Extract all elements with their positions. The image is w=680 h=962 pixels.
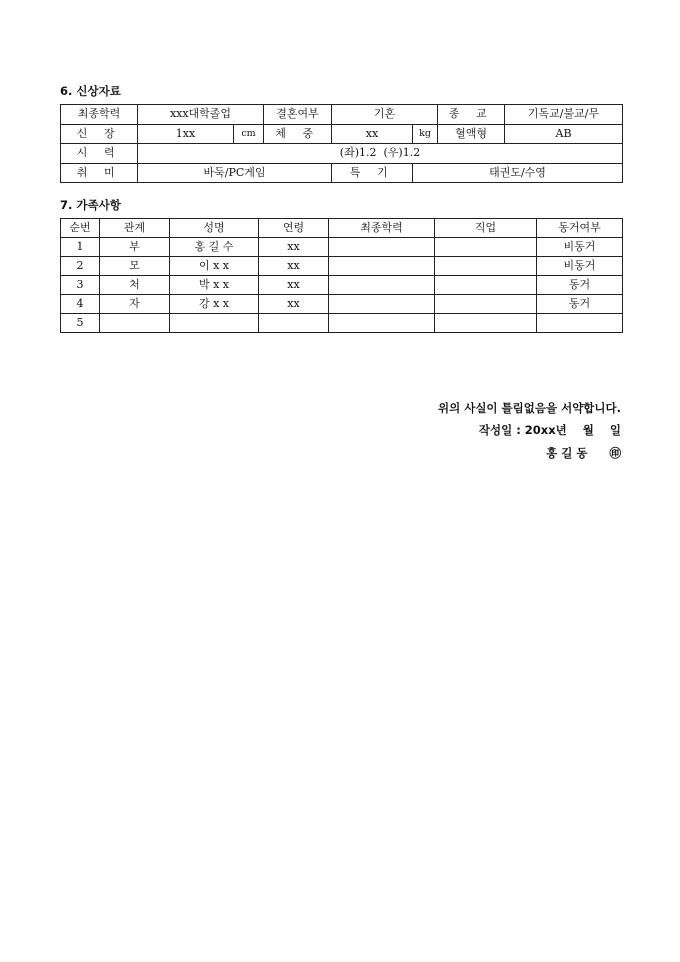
cell-age xyxy=(259,314,329,333)
cell-name: 강 x x xyxy=(170,295,259,314)
cell-name: 홍 길 수 xyxy=(170,238,259,257)
cell-education xyxy=(329,238,435,257)
personal-info-table xyxy=(60,104,623,183)
signature-statement: 위의 사실이 틀림없음을 서약합니다. xyxy=(437,401,621,415)
cell-age: xx xyxy=(259,276,329,295)
cell-education xyxy=(329,276,435,295)
table-row xyxy=(61,105,623,125)
cell-education xyxy=(329,314,435,333)
header-no: 순번 xyxy=(61,219,100,238)
cell-relation: 자 xyxy=(100,295,170,314)
signature-block xyxy=(546,445,621,461)
cell-relation: 부 xyxy=(100,238,170,257)
cell-relation: 처 xyxy=(100,276,170,295)
cell-age: xx xyxy=(259,238,329,257)
header-age: 연령 xyxy=(259,219,329,238)
table-row xyxy=(61,314,623,333)
cell-job xyxy=(435,314,537,333)
cell-relation xyxy=(100,314,170,333)
religion-value: 기독교/불교/무 xyxy=(505,105,623,125)
hobby-value: 바둑/PC게임 xyxy=(138,163,332,183)
signature-date: 작성일 : 20xx년 월 일 xyxy=(478,423,621,437)
cell-no: 3 xyxy=(61,276,100,295)
header-relation: 관계 xyxy=(100,219,170,238)
hobby-label: 취 미 xyxy=(61,163,138,183)
seal-icon: ㊞ xyxy=(609,446,621,460)
family-table xyxy=(60,218,623,333)
vision-label: 시 력 xyxy=(61,144,138,164)
education-value: xxx대학졸업 xyxy=(138,105,264,125)
height-label: 신 장 xyxy=(61,124,138,144)
cell-cohabitation: 비동거 xyxy=(537,238,623,257)
cell-no: 5 xyxy=(61,314,100,333)
header-job: 직업 xyxy=(435,219,537,238)
header-name: 성명 xyxy=(170,219,259,238)
cell-no: 1 xyxy=(61,238,100,257)
height-value: 1xx xyxy=(138,124,234,144)
header-education: 최종학력 xyxy=(329,219,435,238)
religion-label: 종 교 xyxy=(438,105,505,125)
cell-name: 이 x x xyxy=(170,257,259,276)
table-row xyxy=(61,276,623,295)
section7-title: 7. 가족사항 xyxy=(60,198,121,212)
weight-unit: kg xyxy=(413,124,438,144)
blood-value: AB xyxy=(505,124,623,144)
cell-name: 박 x x xyxy=(170,276,259,295)
cell-no: 2 xyxy=(61,257,100,276)
skill-label: 특 기 xyxy=(332,163,413,183)
blood-label: 혈액형 xyxy=(438,124,505,144)
cell-cohabitation xyxy=(537,314,623,333)
cell-job xyxy=(435,238,537,257)
table-header-row xyxy=(61,219,623,238)
cell-education xyxy=(329,295,435,314)
cell-cohabitation: 비동거 xyxy=(537,257,623,276)
cell-job xyxy=(435,257,537,276)
vision-value: (좌)1.2 (우)1.2 xyxy=(138,144,623,164)
header-cohabitation: 동거여부 xyxy=(537,219,623,238)
table-row xyxy=(61,163,623,183)
cell-job xyxy=(435,276,537,295)
cell-name xyxy=(170,314,259,333)
height-unit: cm xyxy=(234,124,264,144)
cell-relation: 모 xyxy=(100,257,170,276)
signer-name: 홍 길 동 xyxy=(546,446,588,460)
cell-cohabitation: 동거 xyxy=(537,276,623,295)
weight-label: 체 중 xyxy=(264,124,332,144)
cell-age: xx xyxy=(259,295,329,314)
cell-age: xx xyxy=(259,257,329,276)
education-label: 최종학력 xyxy=(61,105,138,125)
marital-value: 기혼 xyxy=(332,105,438,125)
weight-value: xx xyxy=(332,124,413,144)
cell-education xyxy=(329,257,435,276)
table-row xyxy=(61,238,623,257)
cell-job xyxy=(435,295,537,314)
skill-value: 태권도/수영 xyxy=(413,163,623,183)
cell-cohabitation: 동거 xyxy=(537,295,623,314)
table-row xyxy=(61,295,623,314)
table-row xyxy=(61,124,623,144)
section6-title: 6. 신상자료 xyxy=(60,84,121,98)
table-row xyxy=(61,144,623,164)
table-row xyxy=(61,257,623,276)
marital-label: 결혼여부 xyxy=(264,105,332,125)
cell-no: 4 xyxy=(61,295,100,314)
